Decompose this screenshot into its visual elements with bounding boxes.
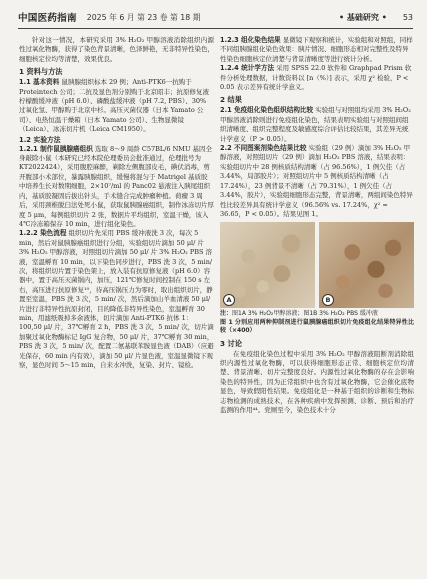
text-1-2-1: 选取 8～9 周龄 C57BL/6 NMU 基因全身敲除小鼠（本研究已经本院伦理委员会批准通过，伦理批号为 KT2022424），采用腹腔麻醉，剃除左侧腹部皮毛，碘伏消毒，剪开腹部小术部位，暴露胰腺组织，缓慢将混匀于 Matrigel 基质胶中培养生长对数期细胞，2×10⁷/ml 的 Panc02 悬液注入胰尾组织内，基质胶凝固后拔出针头，手术缝合完成肿瘤种植。荷瘤 3 周后，采用颈椎脱臼法处死小鼠，获取鼠胰腺癌组织，制作冰冻切片厚度 5 μm，每例组织切片 2 张，数据片平均组织，室温干燥，该入 4℃冷冻箱保存 10 min，进行组化染色。 xyxy=(19,144,214,228)
micrograph-panel-b xyxy=(319,222,414,308)
micrograph-panel-a xyxy=(220,222,315,308)
heading-2-2: 2.2 不同图案剂染色结果比较 xyxy=(220,144,307,153)
text-1-2-2: 组织切片先采用 PBS 缓冲液洗 3 次，每次 5 min，然后对鼠胰腺癌组织进行分组，实验组切片滴加 50 μl/ 片 3% H₂O₂ 甲醇溶液，对照组切片滴加 50 μl/ 片 3% H₂O₂ PBS 溶液，室温孵育 10 min，以下染色同步进行，PBS 洗 3 次，5 min/ 次，将组织切片置于染色架上，放入装有抗原修复液（pH 6.0）容器中，置于高压灭菌锅内，加压，121℃修复时间控制在 150 s 左右，高压进行抗原修复¹⁰，待高压锅压力为零时，取出组织切片，静置至室温，PBS 洗 3 次，5 min/ 次，然后滴加山羊血清液 50 μl/ 片进行非特异性抗原封闭，目的降低非特异性染色，室温孵育 30 min，用滤纸吸掉多余液体，切片滴加 Anti-PTK6 抗体 1：100,50 μl/ 片，37℃孵育 2 h，PBS 洗 3 次，5 min/ 次，切片滴加聚过氧化物酶标记 IgG 复合物，50 μl/ 片，37℃孵育 30 min，PBS 洗 3 次，5 min/ 次，配置二氨基联苯胺显色液（DAB）（应避光保存，60 min 内有效），滴加 50 μl/ 片显色液，室温显微镜下观察，显色时间 5～15 min，自来水冲洗，复染、封片、镜检。 xyxy=(19,229,214,369)
section-label: • 基础研究 • xyxy=(339,12,387,22)
heading-discussion: 3 讨论 xyxy=(220,338,242,348)
heading-1-2-1: 1.2.1 制作鼠胰腺癌组织 xyxy=(19,144,93,153)
heading-1-2: 1.2 实验方法 xyxy=(19,135,61,144)
right-column xyxy=(220,36,414,573)
text-1-2-4: 采用 SPSS 22.0 软件和 Graphpad Prism 软件分析处理数据，计数资料以 [n（%）] 表示，采用 χ² 检验，P < 0.05 表示差异有统计学意义。 xyxy=(220,64,412,92)
panel-b-label: B xyxy=(322,294,334,306)
heading-2-1: 2.1 免疫组化染色组织结构比较 xyxy=(220,106,314,115)
heading-1-2-4: 1.2.4 统计学方法 xyxy=(220,64,275,73)
left-column xyxy=(19,36,214,573)
heading-results: 2 结果 xyxy=(220,95,242,105)
caption-title: 图 1 分别应用两种抑制剂进行鼠胰腺癌组织切片免疫组化结果特异性比较（×400） xyxy=(220,318,414,335)
text-1-2-3: 显微镜下观察和统计，实验组和对照组，同样不同组胰腺组化染色效果：胰片情况、细胞形态相对完整性及特异性染色细胞核定位清楚与背景清晰度等进行统计分析。 xyxy=(220,36,413,63)
text-2-1: 实验组与对照组均采用 3% H₂O₂ 甲醇溶液消除则进行免疫组化染色，结果表明实验组与对照组间组织清晰度、组织完整程度及敏感度综合评估比较结果，其差异无统计学意义（P > 0.05）。 xyxy=(220,106,411,143)
issue-info: 2025 年 6 月 第 23 卷 第 18 期 xyxy=(86,12,201,22)
page-header xyxy=(18,6,413,29)
figure-caption xyxy=(220,310,414,335)
discussion-text: 在免疫组化染色过程中采用 3% H₂O₂ 甲醇溶液阻断剂消除组织内源性过氧化物酶，可以获得细胞形态正常、细胞核定位均清楚、背景清晰、切片完整度良好。内源性过氧化物酶的存在会影响染色的特异性，因为正常组织中也含有过氧化物酶，它会催化底物显色，导致假阳性结果。免疫组化是一种基于组织的诊断和生物标志物检测的成熟技术，在各种疾病中发挥预测、诊断、预后和治疗监测的作用⁴⁴。党厕至今，染色技术十分 xyxy=(220,349,414,414)
figure-1 xyxy=(220,222,414,308)
text-2-2: 实验组（29 例）滴加 3% H₂O₂ 甲醇溶液，对照组切片（29 例）滴加 H₂O₂ PBS 溶液，结果表明：实验组切片中 28 例核质结构清晰（占 96.56%），1 例欠佳（占 3.44%，局部胶片）；对照组切片中 5 例核质结构清晰（占 17.24%），23 例背景不清晰（占 79.31%），1 例欠佳（占 3.44%，胶片），实验组细胞形态完整，背景清晰，两组间染色特异性比较差异具有统计学意义（96.56% vs. 17.24%，χ² = 36.65，P < 0.05）。结果见图 1。 xyxy=(220,144,413,218)
heading-1-2-2: 1.2.2 染色流程 xyxy=(19,229,67,238)
heading-methods: 1 资料与方法 xyxy=(19,67,63,77)
page-number: 53 xyxy=(402,12,413,22)
heading-1-2-3: 1.2.3 组化染色结果 xyxy=(220,36,281,44)
journal-title: 中国医药指南 xyxy=(18,13,77,24)
caption-note: 图1A 3% H₂O₂甲醇溶液；图1B 3% H₂O₂ PBS 缓冲液 xyxy=(232,310,378,318)
panel-a-label: A xyxy=(223,294,235,306)
text-1-1: 鼠胰腺组织标本 29 例；Anti-PTK6一抗购于 Proteintech 公司；二抗及显色剂分别购于北京昭丰；抗原修复液柠檬酸缓冲液（pH 6.0）、磷酸盐缓冲液（pH 7.2, PBS）、30% 过氧化氢、甲醇购于北京中杉。高压灭菌仪器（日本 Yamato 公司）、电热恒温干燥箱（日本 Yamato 公司）、生物显微镜（Leica）、冰冻切片机（Leica CM1950）。 xyxy=(19,78,209,134)
intro-paragraph: 针对这一情况，本研究采用 3% H₂O₂ 甲醇溶液消除组织内源性过氧化物酶，获得了染色背景清晰，色泽鲜艳，无非特异性染色，细胞核定位均等清楚，效果优良。 xyxy=(19,36,214,63)
caption-note-label: 注： xyxy=(220,310,233,318)
heading-1-1: 1.1 基本资料 xyxy=(19,78,60,87)
